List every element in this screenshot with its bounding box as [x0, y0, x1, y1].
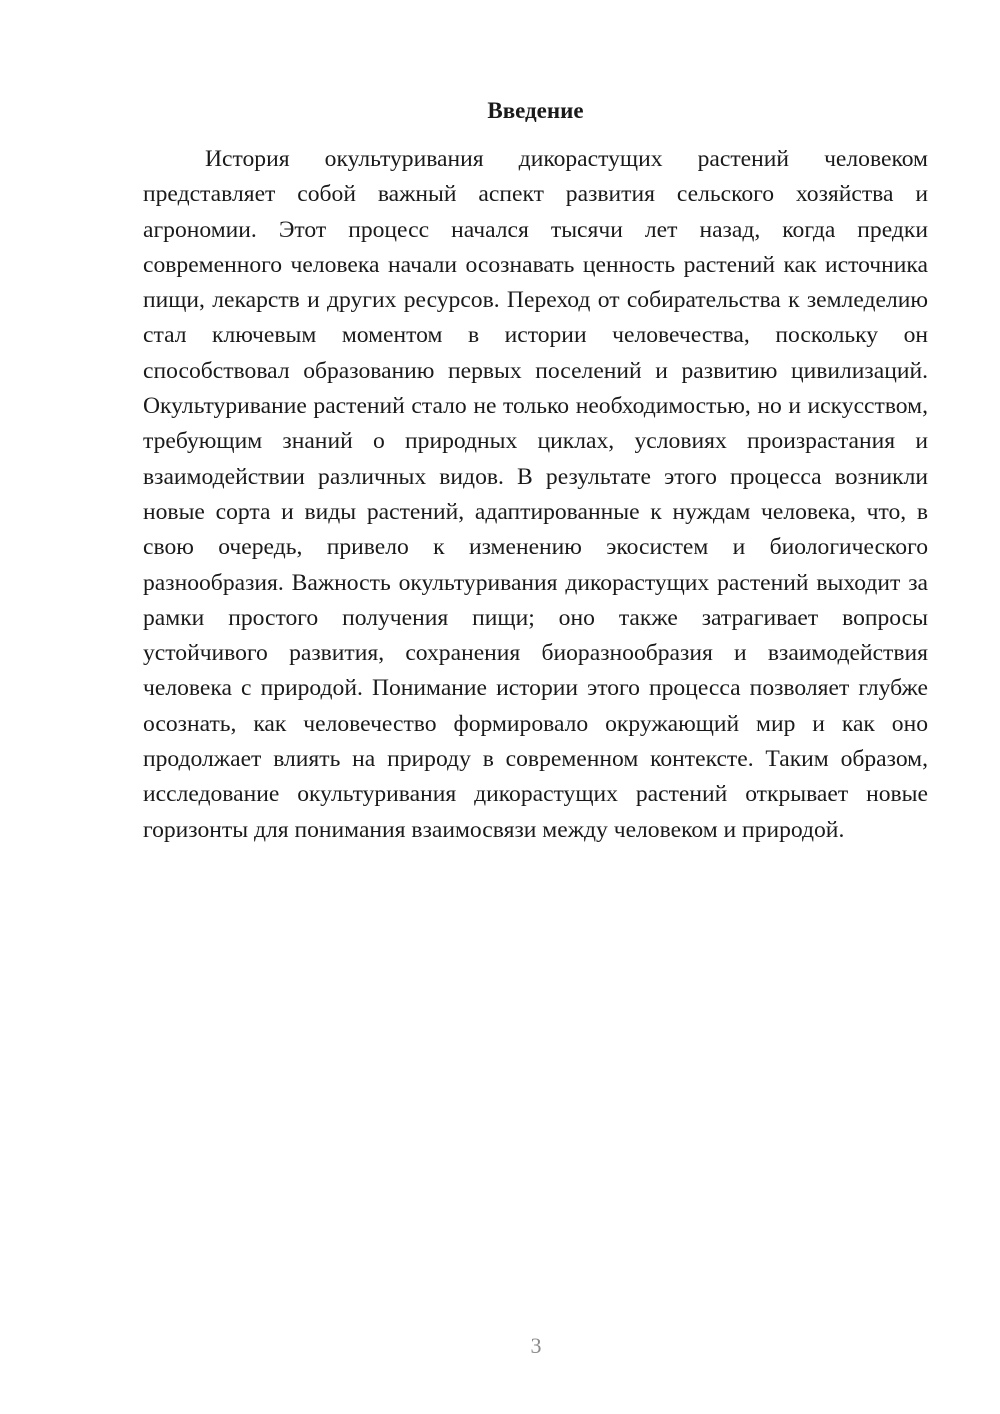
- page-number: 3: [530, 1333, 542, 1358]
- body-paragraph: История окультуривания дикорастущих растений человеком представляет собой важный аспект развития сельского хозяйства и агрономии. Этот процесс начался тысячи лет назад, когда предки современного человека начали осознавать ценность растений как источника пищи, лекарств и других ресурсов. Переход от собирательства к земледелию стал ключевым моментом в истории человечества, поскольку он способствовал образованию первых поселений и развитию цивилизаций. Окультуривание растений стало не только необходимостью, но и искусством, требующим знаний о природных циклах, условиях произрастания и взаимодействии различных видов. В результате этого процесса возникли новые сорта и виды растений, адаптированные к нуждам человека, что, в свою очередь, привело к изменению экосистем и биологического разнообразия. Важность окультуривания дикорастущих растений выходит за рамки простого получения пищи; оно также затрагивает вопросы устойчивого развития, сохранения биоразнообразия и взаимодействия человека с природой. Понимание истории этого процесса позволяет глубже осознать, как человечество формировало окружающий мир и как оно продолжает влиять на природу в современном контексте. Таким образом, исследование окультуривания дикорастущих растений открывает новые горизонты для понимания взаимосвязи между человеком и природой.: [143, 146, 928, 843]
- page-title: Введение: [487, 98, 584, 123]
